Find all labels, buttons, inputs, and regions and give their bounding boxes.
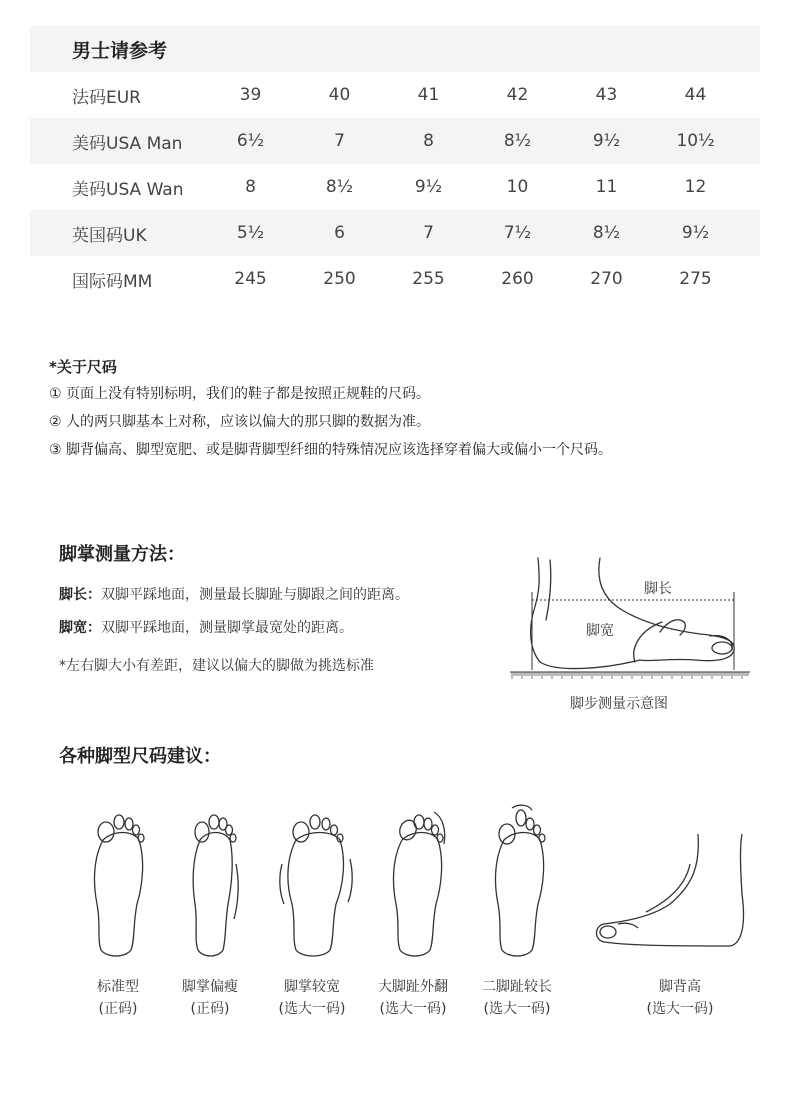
row-label: 国际码MM: [72, 271, 153, 292]
notes-heading: *关于尺码: [49, 358, 117, 376]
size-cell: 8½: [325, 177, 354, 197]
foot-type-advice: (正码): [98, 1001, 138, 1017]
table-row-usa-man: [30, 118, 760, 164]
measure-title: 脚掌测量方法：: [59, 544, 185, 565]
size-cell: 11: [595, 177, 618, 197]
size-cell: 8: [423, 131, 434, 151]
foot-length-key: 脚长：: [59, 587, 101, 603]
foot-type-advice: (正码): [190, 1001, 230, 1017]
table-row-eur: [30, 72, 760, 118]
foot-length-label: 脚长: [644, 581, 672, 597]
table-row-uk: [30, 210, 760, 256]
foot-type-advice: (选大一码): [379, 1001, 447, 1017]
size-cell: 42: [506, 85, 529, 105]
row-label: 法码EUR: [72, 87, 141, 108]
size-cell: 10: [506, 177, 529, 197]
foot-type-name: 脚掌偏瘦: [182, 979, 238, 995]
size-notes: [49, 354, 612, 464]
table-row-usa-wan: [30, 164, 760, 210]
size-cell: 275: [679, 269, 712, 289]
foot-width-text: 双脚平踩地面，测量脚掌最宽处的距离。: [101, 620, 353, 636]
note-item: ② 人的两只脚基本上对称，应该以偏大的那只脚的数据为准。: [49, 414, 430, 430]
size-cell: 8: [245, 177, 256, 197]
foot-type-advice: (选大一码): [483, 1001, 551, 1017]
foot-types-title: 各种脚型尺码建议：: [59, 746, 221, 767]
size-cell: 9½: [681, 223, 710, 243]
foot-bunion-illustration: [372, 804, 462, 960]
foot-type-advice: (选大一码): [278, 1001, 346, 1017]
size-cell: 12: [684, 177, 707, 197]
foot-length-line: [59, 584, 409, 604]
row-label: 美码USA Wan: [72, 179, 184, 200]
foot-type-name: 大脚趾外翻: [378, 979, 448, 995]
size-cell: 8½: [592, 223, 621, 243]
row-label: 美码USA Man: [72, 133, 183, 154]
foot-wide-illustration: [270, 804, 360, 960]
size-cell: 9½: [414, 177, 443, 197]
size-cell: 9½: [592, 131, 621, 151]
foot-type-advice: (选大一码): [646, 1001, 714, 1017]
foot-width-key: 脚宽：: [59, 620, 101, 636]
foot-type-wide: [262, 976, 362, 1020]
row-label: 英国码UK: [72, 225, 147, 246]
foot-type-long-second-toe: [467, 976, 567, 1020]
foot-width-label: 脚宽: [586, 623, 614, 639]
foot-type-name: 脚背高: [659, 979, 701, 995]
note-item: ① 页面上没有特别标明，我们的鞋子都是按照正规鞋的尺码。: [49, 386, 430, 402]
size-cell: 260: [501, 269, 534, 289]
foot-type-name: 脚掌较宽: [284, 979, 340, 995]
diagram-caption: 脚步测量示意图: [570, 696, 668, 712]
size-cell: 39: [239, 85, 262, 105]
size-cell: 8½: [503, 131, 532, 151]
size-cell: 44: [684, 85, 707, 105]
foot-high-arch-illustration: [590, 804, 750, 960]
size-cell: 7½: [503, 223, 532, 243]
size-cell: 43: [595, 85, 618, 105]
foot-length-text: 双脚平踩地面，测量最长脚趾与脚跟之间的距离。: [101, 587, 409, 603]
size-cell: 250: [323, 269, 356, 289]
size-cell: 40: [328, 85, 351, 105]
foot-slim-illustration: [168, 804, 258, 960]
foot-type-name: 二脚趾较长: [482, 979, 552, 995]
foot-type-standard: [68, 976, 168, 1020]
size-cell: 7: [423, 223, 434, 243]
size-cell: 7: [334, 131, 345, 151]
foot-measure-illustration: [510, 550, 750, 690]
size-cell: 6: [334, 223, 345, 243]
size-table: [30, 26, 760, 302]
foot-long-second-toe-illustration: [474, 804, 564, 960]
foot-width-line: [59, 617, 353, 637]
note-item: ③ 脚背偏高、脚型宽肥、或是脚背脚型纤细的特殊情况应该选择穿着偏大或偏小一个尺码。: [49, 442, 612, 458]
size-cell: 6½: [236, 131, 265, 151]
foot-type-high-arch: [630, 976, 730, 1020]
size-cell: 255: [412, 269, 445, 289]
size-cell: 245: [234, 269, 267, 289]
table-row-mm: [30, 256, 760, 302]
foot-type-name: 标准型: [97, 979, 139, 995]
table-title: 男士请参考: [30, 26, 760, 72]
foot-standard-illustration: [73, 804, 163, 960]
size-cell: 5½: [236, 223, 265, 243]
foot-type-slim: [160, 976, 260, 1020]
size-cell: 270: [590, 269, 623, 289]
foot-type-bunion: [363, 976, 463, 1020]
measure-diagram: [510, 550, 750, 690]
size-cell: 10½: [676, 131, 715, 151]
size-cell: 41: [417, 85, 440, 105]
measure-note: *左右脚大小有差距，建议以偏大的脚做为挑选标准: [59, 658, 374, 674]
